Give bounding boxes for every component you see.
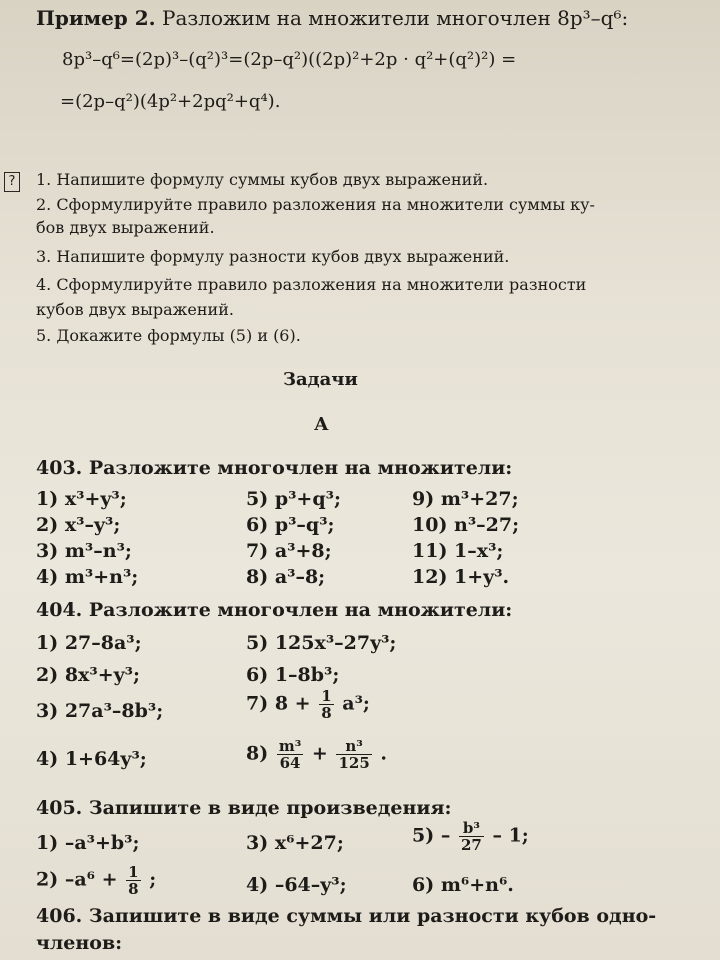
question-2-line1: 2. Сформулируйте правило разложения на множители суммы ку- [36,195,595,214]
task-404-item-7 [246,688,370,721]
fraction-denominator: 64 [279,754,301,772]
task-404-item-8 [246,738,387,771]
task-404-header: 404. Разложите многочлен на множители: [36,599,513,621]
task-403-item: 2) x³–y³; [36,514,121,536]
example-equation-line2: =(2p–q²)(4p²+2pq²+q⁴). [60,91,281,112]
task-405-item-5 [412,820,529,853]
task-404-item: 5) 125x³–27y³; [246,632,397,654]
fraction [459,820,484,853]
task-405-item: 3) x⁶+27; [246,832,344,854]
task-404-item: 2) 8x³+y³; [36,664,140,686]
task-404-item: 6) 1–8b³; [246,664,340,686]
task-404-item-8-prefix: 8) [246,742,269,765]
fraction [319,688,333,721]
task-405-item-2 [36,864,156,897]
task-404-item: 4) 1+64y³; [36,748,147,770]
task-403-item: 7) a³+8; [246,540,332,562]
task-405-item-5-prefix: 5) – [412,824,451,847]
question-3: 3. Напишите формулу разности кубов двух выражений. [36,247,510,266]
task-405-item: 1) –a³+b³; [36,832,140,854]
task-403-item: 9) m³+27; [412,488,519,510]
question-4-line2: кубов двух выражений. [36,300,234,319]
question-4-line1: 4. Сформулируйте правило разложения на множители разности [36,275,587,294]
task-403-item: 5) p³+q³; [246,488,341,510]
task-405-item-2-suffix: ; [149,868,157,891]
task-403-item: 8) a³–8; [246,566,326,588]
fraction-denominator: 8 [321,704,332,722]
task-405-item-5-suffix: – 1; [492,824,529,847]
task-404-item: 1) 27–8a³; [36,632,142,654]
task-406-header-line1: 406. Запишите в виде суммы или разности кубов одно- [36,905,657,927]
fraction-numerator: m³ [278,737,302,755]
fraction-denominator: 27 [460,836,482,854]
fraction-denominator: 8 [128,880,139,898]
example-text: Разложим на множители многочлен 8p³–q⁶: [162,6,629,30]
fraction [277,738,303,771]
task-405-item: 4) –64–y³; [246,874,347,896]
task-404-item: 3) 27a³–8b³; [36,700,164,722]
task-403-item: 6) p³–q³; [246,514,335,536]
task-403-item: 10) n³–27; [412,514,520,536]
question-mark-icon: ? [4,172,20,192]
section-level: А [314,414,329,435]
task-403-item: 11) 1–x³; [412,540,504,562]
task-403-item: 3) m³–n³; [36,540,132,562]
fraction-numerator: n³ [336,738,371,755]
example-number: Пример 2. [36,6,156,30]
task-405-header: 405. Запишите в виде произведения: [36,797,452,819]
question-5: 5. Докажите формулы (5) и (6). [36,326,301,345]
task-405-item-2-prefix: 2) –a⁶ + [36,868,118,891]
task-405-item: 6) m⁶+n⁶. [412,874,514,896]
task-404-item-7-prefix: 7) 8 + [246,692,311,715]
task-404-item-7-suffix: a³; [342,692,370,715]
task-403-item: 12) 1+y³. [412,566,510,588]
section-title: Задачи [283,369,358,390]
fraction [126,864,140,897]
fraction-denominator: 125 [338,754,370,772]
question-1: 1. Напишите формулу суммы кубов двух выражений. [36,170,489,189]
fraction-numerator: 1 [321,687,332,705]
task-404-item-8-suffix: . [380,742,388,765]
fraction-numerator: b³ [459,820,484,837]
task-403-item: 1) x³+y³; [36,488,127,510]
fraction-numerator: 1 [128,863,139,881]
task-403-header: 403. Разложите многочлен на множители: [36,457,513,479]
example-title [36,8,628,28]
fraction [336,738,371,771]
task-406-header-line2: членов: [36,932,123,954]
task-403-item: 4) m³+n³; [36,566,139,588]
question-2-line2: бов двух выражений. [36,218,215,237]
example-equation-line1: 8p³–q⁶=(2p)³–(q²)³=(2p–q²)((2p)²+2p · q²+(q²)²) = [62,49,517,70]
plus-sign: + [311,742,328,765]
